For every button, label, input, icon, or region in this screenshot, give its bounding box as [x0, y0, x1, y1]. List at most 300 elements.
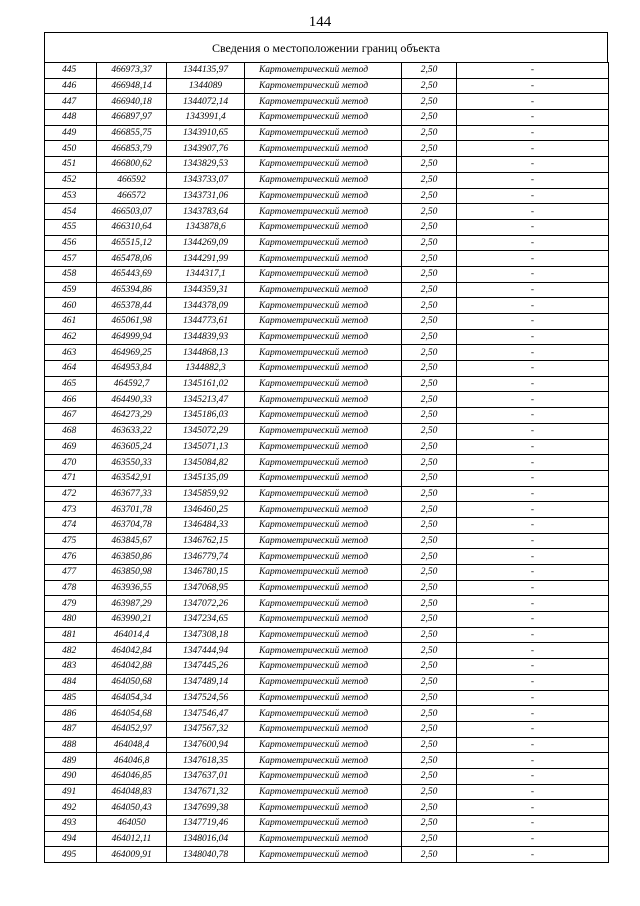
y-coordinate-cell: 1344269,09 — [167, 235, 245, 251]
description-cell: - — [457, 298, 609, 314]
table-row — [45, 392, 609, 408]
point-number-cell: 488 — [45, 737, 97, 753]
table-row — [45, 816, 609, 832]
accuracy-cell: 2,50 — [402, 345, 457, 361]
method-cell: Картометрический метод — [245, 408, 402, 424]
x-coordinate-cell: 465061,98 — [97, 314, 167, 330]
x-coordinate-cell: 463845,67 — [97, 533, 167, 549]
accuracy-cell: 2,50 — [402, 831, 457, 847]
x-coordinate-cell: 466853,79 — [97, 141, 167, 157]
y-coordinate-cell: 1347699,38 — [167, 800, 245, 816]
method-cell: Картометрический метод — [245, 282, 402, 298]
table-row — [45, 204, 609, 220]
table-row — [45, 329, 609, 345]
y-coordinate-cell: 1347072,26 — [167, 596, 245, 612]
point-number-cell: 484 — [45, 674, 97, 690]
description-cell: - — [457, 502, 609, 518]
y-coordinate-cell: 1347637,01 — [167, 768, 245, 784]
x-coordinate-cell: 464009,91 — [97, 847, 167, 863]
method-cell: Картометрический метод — [245, 188, 402, 204]
method-cell: Картометрический метод — [245, 674, 402, 690]
y-coordinate-cell: 1344839,93 — [167, 329, 245, 345]
x-coordinate-cell: 465394,86 — [97, 282, 167, 298]
y-coordinate-cell: 1345859,92 — [167, 486, 245, 502]
point-number-cell: 478 — [45, 580, 97, 596]
point-number-cell: 452 — [45, 172, 97, 188]
description-cell: - — [457, 690, 609, 706]
point-number-cell: 465 — [45, 376, 97, 392]
y-coordinate-cell: 1347234,65 — [167, 612, 245, 628]
method-cell: Картометрический метод — [245, 627, 402, 643]
table-row — [45, 110, 609, 126]
table-row — [45, 251, 609, 267]
method-cell: Картометрический метод — [245, 486, 402, 502]
x-coordinate-cell: 464054,68 — [97, 706, 167, 722]
description-cell: - — [457, 533, 609, 549]
method-cell: Картометрический метод — [245, 643, 402, 659]
x-coordinate-cell: 466800,62 — [97, 157, 167, 173]
point-number-cell: 462 — [45, 329, 97, 345]
x-coordinate-cell: 464050 — [97, 816, 167, 832]
method-cell: Картометрический метод — [245, 706, 402, 722]
point-number-cell: 446 — [45, 78, 97, 94]
point-number-cell: 459 — [45, 282, 97, 298]
x-coordinate-cell: 464052,97 — [97, 721, 167, 737]
description-cell: - — [457, 596, 609, 612]
x-coordinate-cell: 464953,84 — [97, 361, 167, 377]
accuracy-cell: 2,50 — [402, 502, 457, 518]
description-cell: - — [457, 63, 609, 79]
table-row — [45, 596, 609, 612]
description-cell: - — [457, 721, 609, 737]
table-row — [45, 721, 609, 737]
x-coordinate-cell: 463850,98 — [97, 565, 167, 581]
point-number-cell: 495 — [45, 847, 97, 863]
method-cell: Картометрический метод — [245, 423, 402, 439]
table-row — [45, 549, 609, 565]
method-cell: Картометрический метод — [245, 470, 402, 486]
table-row — [45, 565, 609, 581]
description-cell: - — [457, 392, 609, 408]
x-coordinate-cell: 465443,69 — [97, 266, 167, 282]
method-cell: Картометрический метод — [245, 329, 402, 345]
table-row — [45, 502, 609, 518]
accuracy-cell: 2,50 — [402, 517, 457, 533]
description-cell: - — [457, 800, 609, 816]
method-cell: Картометрический метод — [245, 816, 402, 832]
accuracy-cell: 2,50 — [402, 768, 457, 784]
table-row — [45, 235, 609, 251]
description-cell: - — [457, 439, 609, 455]
x-coordinate-cell: 463704,78 — [97, 517, 167, 533]
description-cell: - — [457, 627, 609, 643]
method-cell: Картометрический метод — [245, 172, 402, 188]
table-row — [45, 737, 609, 753]
table-row — [45, 125, 609, 141]
x-coordinate-cell: 466572 — [97, 188, 167, 204]
y-coordinate-cell: 1344359,31 — [167, 282, 245, 298]
table-row — [45, 455, 609, 471]
point-number-cell: 476 — [45, 549, 97, 565]
method-cell: Картометрический метод — [245, 376, 402, 392]
table-row — [45, 266, 609, 282]
method-cell: Картометрический метод — [245, 753, 402, 769]
point-number-cell: 492 — [45, 800, 97, 816]
description-cell: - — [457, 110, 609, 126]
accuracy-cell: 2,50 — [402, 423, 457, 439]
accuracy-cell: 2,50 — [402, 392, 457, 408]
x-coordinate-cell: 464490,33 — [97, 392, 167, 408]
accuracy-cell: 2,50 — [402, 800, 457, 816]
x-coordinate-cell: 466940,18 — [97, 94, 167, 110]
y-coordinate-cell: 1345072,29 — [167, 423, 245, 439]
description-cell: - — [457, 282, 609, 298]
accuracy-cell: 2,50 — [402, 408, 457, 424]
method-cell: Картометрический метод — [245, 659, 402, 675]
method-cell: Картометрический метод — [245, 502, 402, 518]
description-cell: - — [457, 423, 609, 439]
method-cell: Картометрический метод — [245, 219, 402, 235]
method-cell: Картометрический метод — [245, 125, 402, 141]
description-cell: - — [457, 768, 609, 784]
accuracy-cell: 2,50 — [402, 266, 457, 282]
table-row — [45, 361, 609, 377]
accuracy-cell: 2,50 — [402, 219, 457, 235]
description-cell: - — [457, 659, 609, 675]
description-cell: - — [457, 753, 609, 769]
accuracy-cell: 2,50 — [402, 659, 457, 675]
x-coordinate-cell: 464048,83 — [97, 784, 167, 800]
accuracy-cell: 2,50 — [402, 690, 457, 706]
x-coordinate-cell: 463605,24 — [97, 439, 167, 455]
point-number-cell: 477 — [45, 565, 97, 581]
table-row — [45, 78, 609, 94]
table-row — [45, 141, 609, 157]
table-title: Сведения о местоположении границ объекта — [44, 32, 608, 62]
method-cell: Картометрический метод — [245, 157, 402, 173]
description-cell: - — [457, 737, 609, 753]
point-number-cell: 493 — [45, 816, 97, 832]
accuracy-cell: 2,50 — [402, 63, 457, 79]
table-row — [45, 768, 609, 784]
description-cell: - — [457, 674, 609, 690]
y-coordinate-cell: 1346762,15 — [167, 533, 245, 549]
x-coordinate-cell: 466592 — [97, 172, 167, 188]
y-coordinate-cell: 1347719,46 — [167, 816, 245, 832]
accuracy-cell: 2,50 — [402, 94, 457, 110]
accuracy-cell: 2,50 — [402, 753, 457, 769]
accuracy-cell: 2,50 — [402, 737, 457, 753]
y-coordinate-cell: 1345071,13 — [167, 439, 245, 455]
accuracy-cell: 2,50 — [402, 141, 457, 157]
point-number-cell: 464 — [45, 361, 97, 377]
point-number-cell: 447 — [45, 94, 97, 110]
method-cell: Картометрический метод — [245, 612, 402, 628]
accuracy-cell: 2,50 — [402, 455, 457, 471]
description-cell: - — [457, 157, 609, 173]
method-cell: Картометрический метод — [245, 533, 402, 549]
description-cell: - — [457, 329, 609, 345]
y-coordinate-cell: 1344291,99 — [167, 251, 245, 267]
method-cell: Картометрический метод — [245, 565, 402, 581]
point-number-cell: 481 — [45, 627, 97, 643]
y-coordinate-cell: 1345186,03 — [167, 408, 245, 424]
y-coordinate-cell: 1346484,33 — [167, 517, 245, 533]
table-row — [45, 753, 609, 769]
y-coordinate-cell: 1344882,3 — [167, 361, 245, 377]
point-number-cell: 474 — [45, 517, 97, 533]
x-coordinate-cell: 466310,64 — [97, 219, 167, 235]
method-cell: Картометрический метод — [245, 110, 402, 126]
y-coordinate-cell: 1344868,13 — [167, 345, 245, 361]
point-number-cell: 485 — [45, 690, 97, 706]
y-coordinate-cell: 1344089 — [167, 78, 245, 94]
point-number-cell: 487 — [45, 721, 97, 737]
method-cell: Картометрический метод — [245, 141, 402, 157]
point-number-cell: 461 — [45, 314, 97, 330]
accuracy-cell: 2,50 — [402, 706, 457, 722]
point-number-cell: 460 — [45, 298, 97, 314]
description-cell: - — [457, 565, 609, 581]
description-cell: - — [457, 408, 609, 424]
accuracy-cell: 2,50 — [402, 596, 457, 612]
table-row — [45, 580, 609, 596]
x-coordinate-cell: 464012,11 — [97, 831, 167, 847]
accuracy-cell: 2,50 — [402, 612, 457, 628]
y-coordinate-cell: 1343991,4 — [167, 110, 245, 126]
page-number: 144 — [308, 14, 332, 30]
x-coordinate-cell: 466973,37 — [97, 63, 167, 79]
point-number-cell: 456 — [45, 235, 97, 251]
point-number-cell: 467 — [45, 408, 97, 424]
x-coordinate-cell: 464046,85 — [97, 768, 167, 784]
point-number-cell: 457 — [45, 251, 97, 267]
point-number-cell: 473 — [45, 502, 97, 518]
x-coordinate-cell: 466503,07 — [97, 204, 167, 220]
description-cell: - — [457, 831, 609, 847]
table-row — [45, 470, 609, 486]
description-cell: - — [457, 94, 609, 110]
table-row — [45, 690, 609, 706]
point-number-cell: 469 — [45, 439, 97, 455]
method-cell: Картометрический метод — [245, 580, 402, 596]
x-coordinate-cell: 466948,14 — [97, 78, 167, 94]
y-coordinate-cell: 1347444,94 — [167, 643, 245, 659]
y-coordinate-cell: 1347308,18 — [167, 627, 245, 643]
y-coordinate-cell: 1344378,09 — [167, 298, 245, 314]
point-number-cell: 471 — [45, 470, 97, 486]
x-coordinate-cell: 463701,78 — [97, 502, 167, 518]
accuracy-cell: 2,50 — [402, 314, 457, 330]
accuracy-cell: 2,50 — [402, 110, 457, 126]
accuracy-cell: 2,50 — [402, 816, 457, 832]
point-number-cell: 453 — [45, 188, 97, 204]
x-coordinate-cell: 464969,25 — [97, 345, 167, 361]
method-cell: Картометрический метод — [245, 78, 402, 94]
accuracy-cell: 2,50 — [402, 157, 457, 173]
description-cell: - — [457, 78, 609, 94]
description-cell: - — [457, 816, 609, 832]
y-coordinate-cell: 1343907,76 — [167, 141, 245, 157]
method-cell: Картометрический метод — [245, 439, 402, 455]
y-coordinate-cell: 1347567,32 — [167, 721, 245, 737]
table-row — [45, 376, 609, 392]
y-coordinate-cell: 1344135,97 — [167, 63, 245, 79]
description-cell: - — [457, 361, 609, 377]
method-cell: Картометрический метод — [245, 251, 402, 267]
accuracy-cell: 2,50 — [402, 125, 457, 141]
y-coordinate-cell: 1345084,82 — [167, 455, 245, 471]
accuracy-cell: 2,50 — [402, 533, 457, 549]
point-number-cell: 480 — [45, 612, 97, 628]
x-coordinate-cell: 465515,12 — [97, 235, 167, 251]
point-number-cell: 472 — [45, 486, 97, 502]
y-coordinate-cell: 1343783,64 — [167, 204, 245, 220]
accuracy-cell: 2,50 — [402, 721, 457, 737]
point-number-cell: 482 — [45, 643, 97, 659]
description-cell: - — [457, 204, 609, 220]
method-cell: Картометрический метод — [245, 549, 402, 565]
description-cell: - — [457, 580, 609, 596]
table-row — [45, 627, 609, 643]
point-number-cell: 475 — [45, 533, 97, 549]
y-coordinate-cell: 1345161,02 — [167, 376, 245, 392]
method-cell: Картометрический метод — [245, 204, 402, 220]
y-coordinate-cell: 1347671,32 — [167, 784, 245, 800]
table-row — [45, 188, 609, 204]
point-number-cell: 490 — [45, 768, 97, 784]
y-coordinate-cell: 1343910,65 — [167, 125, 245, 141]
accuracy-cell: 2,50 — [402, 329, 457, 345]
y-coordinate-cell: 1345213,47 — [167, 392, 245, 408]
table-row — [45, 94, 609, 110]
boundary-table-container — [44, 32, 608, 863]
description-cell: - — [457, 847, 609, 863]
accuracy-cell: 2,50 — [402, 565, 457, 581]
point-number-cell: 455 — [45, 219, 97, 235]
method-cell: Картометрический метод — [245, 63, 402, 79]
description-cell: - — [457, 251, 609, 267]
method-cell: Картометрический метод — [245, 235, 402, 251]
x-coordinate-cell: 464050,43 — [97, 800, 167, 816]
x-coordinate-cell: 464592,7 — [97, 376, 167, 392]
x-coordinate-cell: 463677,33 — [97, 486, 167, 502]
x-coordinate-cell: 463990,21 — [97, 612, 167, 628]
x-coordinate-cell: 464054,34 — [97, 690, 167, 706]
table-row — [45, 517, 609, 533]
y-coordinate-cell: 1348016,04 — [167, 831, 245, 847]
point-number-cell: 449 — [45, 125, 97, 141]
point-number-cell: 468 — [45, 423, 97, 439]
table-row — [45, 219, 609, 235]
description-cell: - — [457, 643, 609, 659]
accuracy-cell: 2,50 — [402, 627, 457, 643]
x-coordinate-cell: 463850,86 — [97, 549, 167, 565]
point-number-cell: 483 — [45, 659, 97, 675]
description-cell: - — [457, 345, 609, 361]
y-coordinate-cell: 1344072,14 — [167, 94, 245, 110]
point-number-cell: 470 — [45, 455, 97, 471]
point-number-cell: 486 — [45, 706, 97, 722]
accuracy-cell: 2,50 — [402, 847, 457, 863]
table-row — [45, 298, 609, 314]
table-row — [45, 800, 609, 816]
method-cell: Картометрический метод — [245, 455, 402, 471]
table-body — [45, 63, 609, 863]
method-cell: Картометрический метод — [245, 737, 402, 753]
y-coordinate-cell: 1346779,74 — [167, 549, 245, 565]
description-cell: - — [457, 125, 609, 141]
point-number-cell: 451 — [45, 157, 97, 173]
accuracy-cell: 2,50 — [402, 470, 457, 486]
x-coordinate-cell: 466855,75 — [97, 125, 167, 141]
x-coordinate-cell: 466897,97 — [97, 110, 167, 126]
y-coordinate-cell: 1348040,78 — [167, 847, 245, 863]
accuracy-cell: 2,50 — [402, 235, 457, 251]
description-cell: - — [457, 549, 609, 565]
x-coordinate-cell: 464048,4 — [97, 737, 167, 753]
x-coordinate-cell: 463633,22 — [97, 423, 167, 439]
accuracy-cell: 2,50 — [402, 172, 457, 188]
method-cell: Картометрический метод — [245, 298, 402, 314]
method-cell: Картометрический метод — [245, 784, 402, 800]
point-number-cell: 454 — [45, 204, 97, 220]
method-cell: Картометрический метод — [245, 690, 402, 706]
x-coordinate-cell: 464273,29 — [97, 408, 167, 424]
y-coordinate-cell: 1347546,47 — [167, 706, 245, 722]
table-row — [45, 847, 609, 863]
accuracy-cell: 2,50 — [402, 204, 457, 220]
description-cell: - — [457, 517, 609, 533]
accuracy-cell: 2,50 — [402, 784, 457, 800]
method-cell: Картометрический метод — [245, 392, 402, 408]
table-row — [45, 63, 609, 79]
description-cell: - — [457, 486, 609, 502]
point-number-cell: 463 — [45, 345, 97, 361]
x-coordinate-cell: 463987,29 — [97, 596, 167, 612]
accuracy-cell: 2,50 — [402, 486, 457, 502]
method-cell: Картометрический метод — [245, 517, 402, 533]
method-cell: Картометрический метод — [245, 831, 402, 847]
method-cell: Картометрический метод — [245, 314, 402, 330]
accuracy-cell: 2,50 — [402, 78, 457, 94]
accuracy-cell: 2,50 — [402, 361, 457, 377]
point-number-cell: 479 — [45, 596, 97, 612]
point-number-cell: 448 — [45, 110, 97, 126]
description-cell: - — [457, 235, 609, 251]
table-row — [45, 157, 609, 173]
y-coordinate-cell: 1343731,06 — [167, 188, 245, 204]
point-number-cell: 491 — [45, 784, 97, 800]
accuracy-cell: 2,50 — [402, 549, 457, 565]
point-number-cell: 458 — [45, 266, 97, 282]
point-number-cell: 494 — [45, 831, 97, 847]
x-coordinate-cell: 464014,4 — [97, 627, 167, 643]
y-coordinate-cell: 1346780,15 — [167, 565, 245, 581]
description-cell: - — [457, 376, 609, 392]
table-row — [45, 423, 609, 439]
x-coordinate-cell: 464999,94 — [97, 329, 167, 345]
y-coordinate-cell: 1343733,07 — [167, 172, 245, 188]
table-row — [45, 674, 609, 690]
y-coordinate-cell: 1347445,26 — [167, 659, 245, 675]
description-cell: - — [457, 172, 609, 188]
x-coordinate-cell: 465478,06 — [97, 251, 167, 267]
table-row — [45, 486, 609, 502]
method-cell: Картометрический метод — [245, 361, 402, 377]
y-coordinate-cell: 1347618,35 — [167, 753, 245, 769]
table-row — [45, 533, 609, 549]
